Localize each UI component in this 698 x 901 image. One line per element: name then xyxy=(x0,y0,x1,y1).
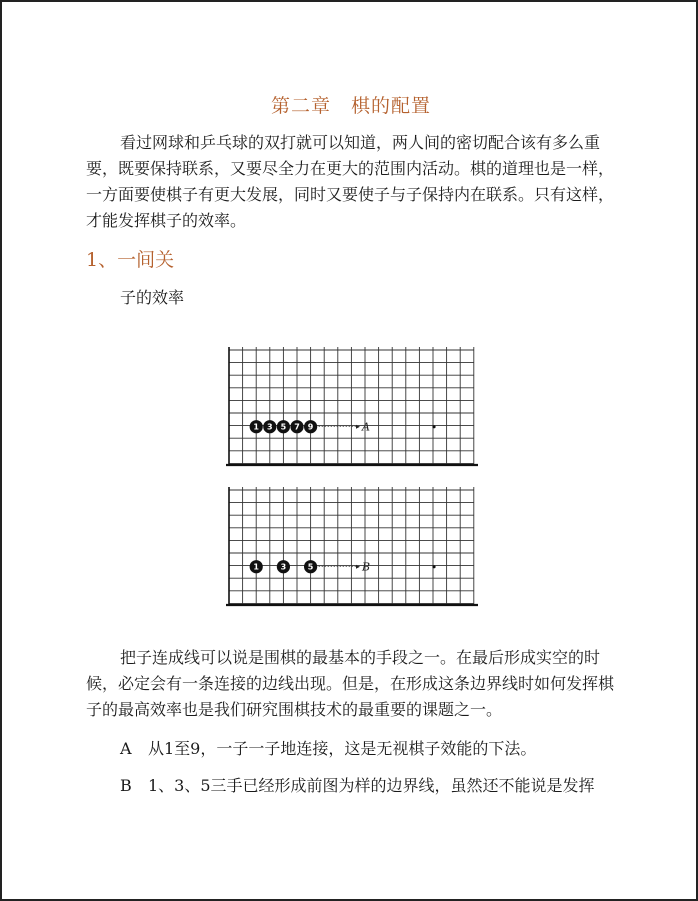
go-diagram-b xyxy=(226,487,478,611)
chapter-title: 第二章 棋的配置 xyxy=(270,95,431,117)
go-diagram-a xyxy=(226,347,478,471)
go-board-diagram-a xyxy=(226,347,478,471)
item-text: 从1至9，一子一子地连接，这是无视棋子效能的下法。 xyxy=(148,739,537,758)
list-item-b xyxy=(120,773,595,796)
star-point xyxy=(432,425,435,428)
point-label-a: A xyxy=(362,420,370,434)
stone-3 xyxy=(277,560,290,573)
stone-3 xyxy=(263,420,276,433)
stone-number: 1 xyxy=(253,562,259,572)
body-paragraph: 把子连成线可以说是围棋的最基本的手段之一。在最后形成实空的时候，必定会有一条连接的边线出现。但是，在形成这条边界线时如何发挥棋子的最高效率也是我们研究围棋技术的最重要的课题之一。 xyxy=(86,648,615,719)
stone-1 xyxy=(250,420,263,433)
go-board-diagram-b xyxy=(226,487,478,611)
stone-number: 1 xyxy=(253,422,259,432)
stone-number: 3 xyxy=(280,562,287,572)
subsection-title: 子的效率 xyxy=(120,288,185,307)
stone-number: 9 xyxy=(307,422,314,432)
stone-number: 5 xyxy=(307,562,314,572)
intro-paragraph: 看过网球和乒乓球的双打就可以知道，两人间的密切配合该有多么重要，既要保持联系，又要尽全力在更大的范围内活动。棋的道理也是一样，一方面要使棋子有更大发展，同时又要使子与子保持内在联系。只有这样，才能发挥棋子的效率。 xyxy=(86,133,615,230)
stone-number: 7 xyxy=(294,422,300,432)
stone-number: 3 xyxy=(267,422,273,432)
stone-9 xyxy=(304,420,317,433)
item-text: 1、3、5三手已经形成前图为样的边界线，虽然还不能说是发挥 xyxy=(148,776,595,795)
stone-1 xyxy=(250,560,263,573)
stone-5 xyxy=(277,420,290,433)
stone-5 xyxy=(304,560,317,573)
item-letter: B xyxy=(120,776,132,795)
list-item-a xyxy=(120,736,536,759)
point-label-b: B xyxy=(362,560,371,574)
stone-number: 5 xyxy=(280,422,287,432)
section-heading: 1、一间关 xyxy=(86,249,175,271)
star-point xyxy=(432,565,435,568)
item-letter: A xyxy=(120,739,132,758)
stone-7 xyxy=(290,420,303,433)
